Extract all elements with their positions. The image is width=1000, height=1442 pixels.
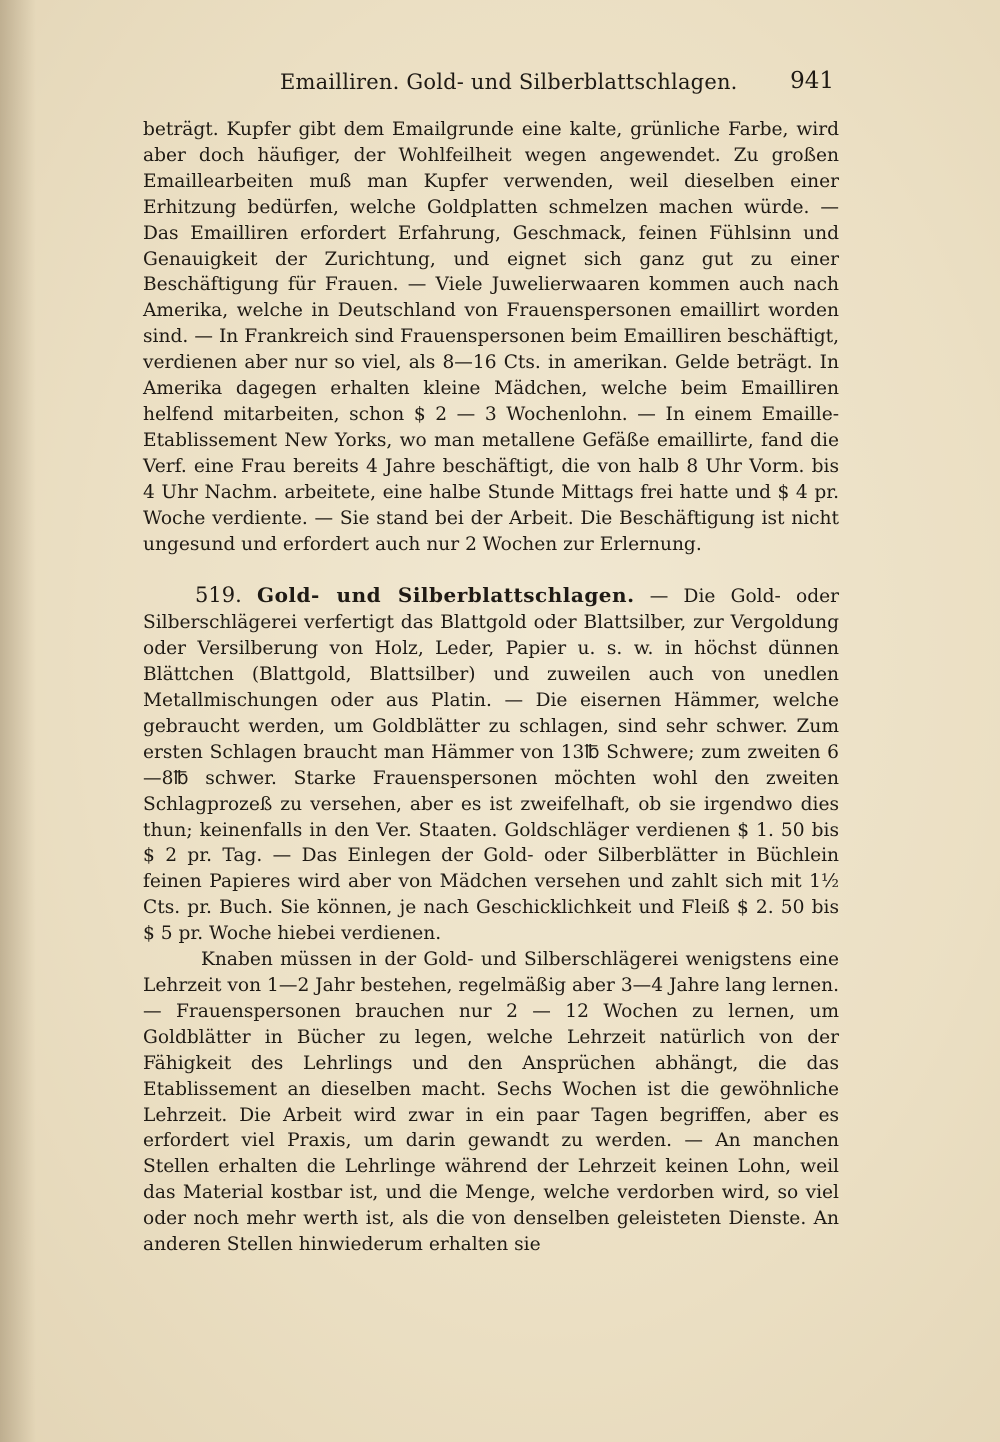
paragraph-goldschlagen: — Die Gold- oder Silberschlägerei verfertigt das Blattgold oder Blattsilber, zur Vergoldung oder Versilberung von Holz, Leder, Papier u. s. w. in höchst dünnen Blättchen (Blattgold, Blattsilber) und zuweilen auch von unedlen Metallmischungen oder aus Platin. — Die eisernen Hämmer, welche gebraucht werden, um Goldblätter zu schlagen, sind sehr schwer. Zum ersten Schlagen braucht man Hämmer von 13℔ Schwere; zum zweiten 6—8℔ schwer. Starke Frauenspersonen möchten wohl den zweiten Schlagprozeß zu versehen, aber es ist zweifelhaft, ob sie irgendwo dies thun; keinenfalls in den Ver. Staaten. Goldschläger verdienen $ 1. 50 bis $ 2 pr. Tag. — Das Einlegen der Gold- oder Silberblätter in Büchlein feinen Papieres wird aber von Mädchen versehen und zahlt sich mit 1½ Cts. pr. Buch. Sie können, je nach Geschicklichkeit und Fleiß $ 2. 50 bis $ 5 pr. Woche hiebei verdienen. — [143, 586, 839, 945]
paragraph-emailliren: beträgt. Kupfer gibt dem Emailgrunde eine kalte, grünliche Farbe, wird aber doch häufiger, der Wohlfeilheit wegen angewendet. Zu großen Emaillearbeiten muß man Kupfer verwenden, weil dieselben einer Erhitzung bedürfen, welche Goldplatten schmelzen machen würde. — Das Emailliren erfordert Erfahrung, Geschmack, feinen Fühlsinn und Genauigkeit der Zurichtung, und eignet sich ganz gut zu einer Beschäftigung für Frauen. — Viele Juwelierwaaren kommen auch nach Amerika, welche in Deutschland von Frauenspersonen emaillirt worden sind. — In Frankreich sind Frauenspersonen beim Emailliren beschäftigt, verdienen aber nur so viel, als 8—16 Cts. in amerikan. Gelde beträgt. In Amerika dagegen erhalten kleine Mädchen, welche beim Emailliren helfend mitarbeiten, schon $ 2 — 3 Wochenlohn. — In einem Emaille-Etablissement New Yorks, wo man metallene Gefäße emaillirte, fand die Verf. eine Frau bereits 4 Jahre beschäftigt, die von halb 8 Uhr Vorm. bis 4 Uhr Nachm. arbeitete, eine halbe Stunde Mittags frei hatte und $ 4 pr. Woche verdiente. — Sie stand bei der Arbeit. Die Beschäftigung ist nicht ungesund und erfordert auch nur 2 Wochen zur Erlernung. — [143, 119, 839, 555]
section-number: 519. — [195, 583, 242, 608]
gutter-shadow — [0, 0, 36, 1442]
section-title: Gold- und Silberblattschlagen. — [256, 583, 635, 608]
running-title: Emailliren. Gold- und Silberblattschlagen. — [280, 70, 738, 94]
paragraph-lehrzeit: Knaben müssen in der Gold- und Silberschlägerei wenigstens eine Lehrzeit von 1—2 Jahr bestehen, regelmäßig aber 3—4 Jahre lang lernen. — Frauenspersonen brauchen nur 2 — 12 Wochen zu lernen, um Goldblätter in Bücher zu legen, welche Lehrzeit natürlich von der Fähigkeit des Lehrlings und den Ansprüchen abhängt, die das Etablissement an dieselben macht. Sechs Wochen ist die gewöhnliche Lehrzeit. Die Arbeit wird zwar in ein paar Tagen begriffen, aber es erfordert viel Praxis, um darin gewandt zu werden. — An manchen Stellen erhalten die Lehrlinge während der Lehrzeit keinen Lohn, weil das Material kostbar ist, und die Menge, welche verdorben wird, so viel oder noch mehr werth ist, als die von denselben geleisteten Dienste. An anderen Stellen hinwiederum erhalten sie — [143, 949, 839, 1256]
body-text — [143, 117, 839, 1258]
page-number: 941 — [790, 68, 834, 94]
section-519 — [143, 583, 839, 947]
running-header — [140, 70, 840, 104]
